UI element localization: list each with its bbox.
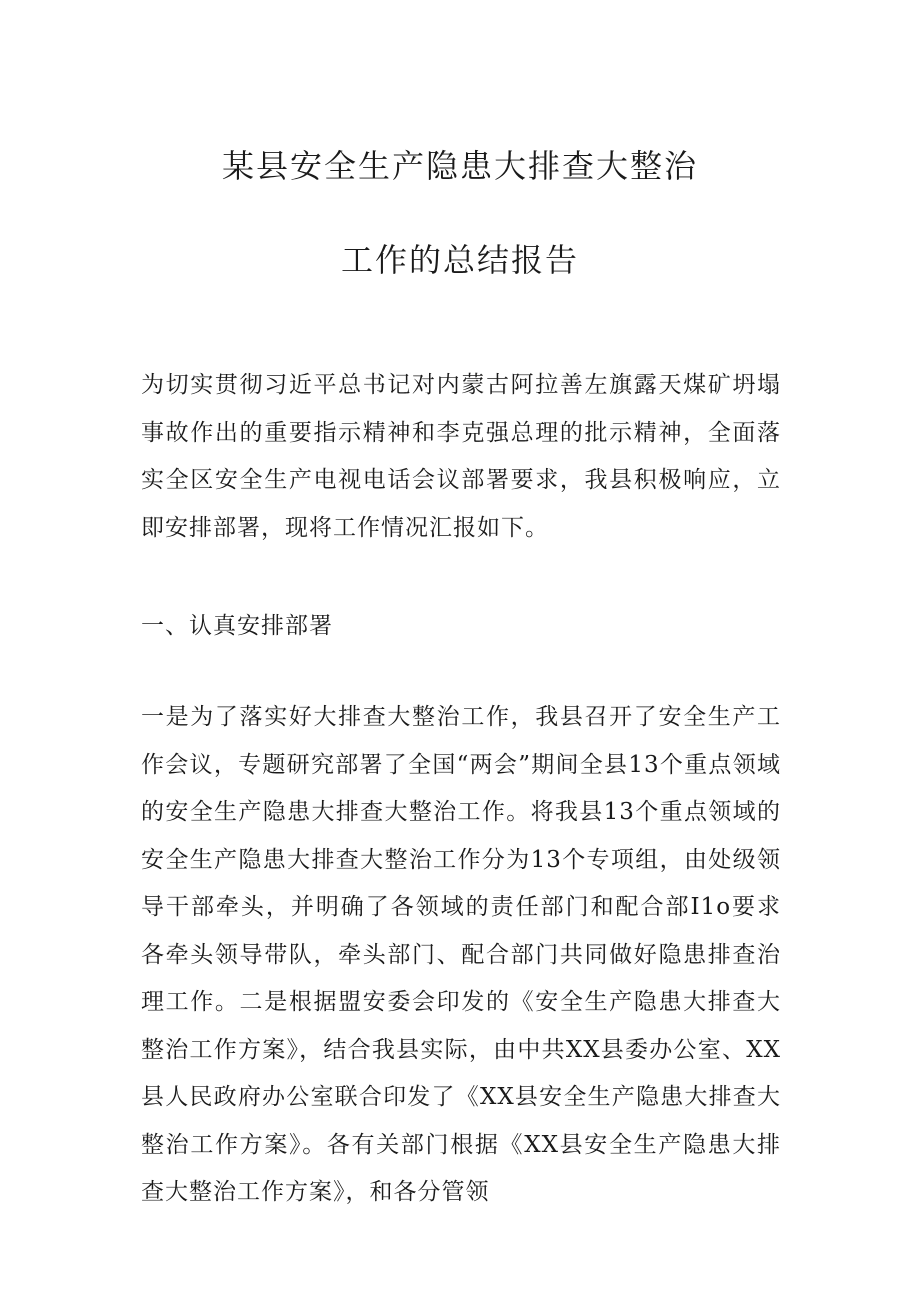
section-1-paragraph: 一是为了落实好大排查大整治工作，我县召开了安全生产工作会议，专题研究部署了全国“两会”期间全县13个重点领域的安全生产隐患大排查大整治工作。将我县13个重点领域的安全生产隐患大排查大整治工作分为13个专项组，由处级领导干部牵头，并明确了各领域的责任部门和配合部I1o要求各牵头领导带队，牵头部门、配合部门共同做好隐患排查治理工作。二是根据盟安委会印发的《安全生产隐患大排查大整治工作方案》，结合我县实际，由中共XX县委办公室、XX县人民政府办公室联合印发了《XX县安全生产隐患大排查大整治工作方案》。各有关部门根据《XX县安全生产隐患大排查大整治工作方案》，和各分管领: [141, 704, 781, 1205]
section-1-heading: 一、认真安排部署: [141, 613, 333, 639]
document-title-line-2: 工作的总结报告: [340, 241, 579, 279]
document-title-line-1: 某县安全生产隐患大排查大整治: [221, 147, 698, 185]
intro-paragraph: 为切实贯彻习近平总书记对内蒙古阿拉善左旗露天煤矿坍塌事故作出的重要指示精神和李克强总理的批示精神，全面落实全区安全生产电视电话会议部署要求，我县积极响应，立即安排部署，现将工作情况汇报如下。: [141, 372, 781, 541]
